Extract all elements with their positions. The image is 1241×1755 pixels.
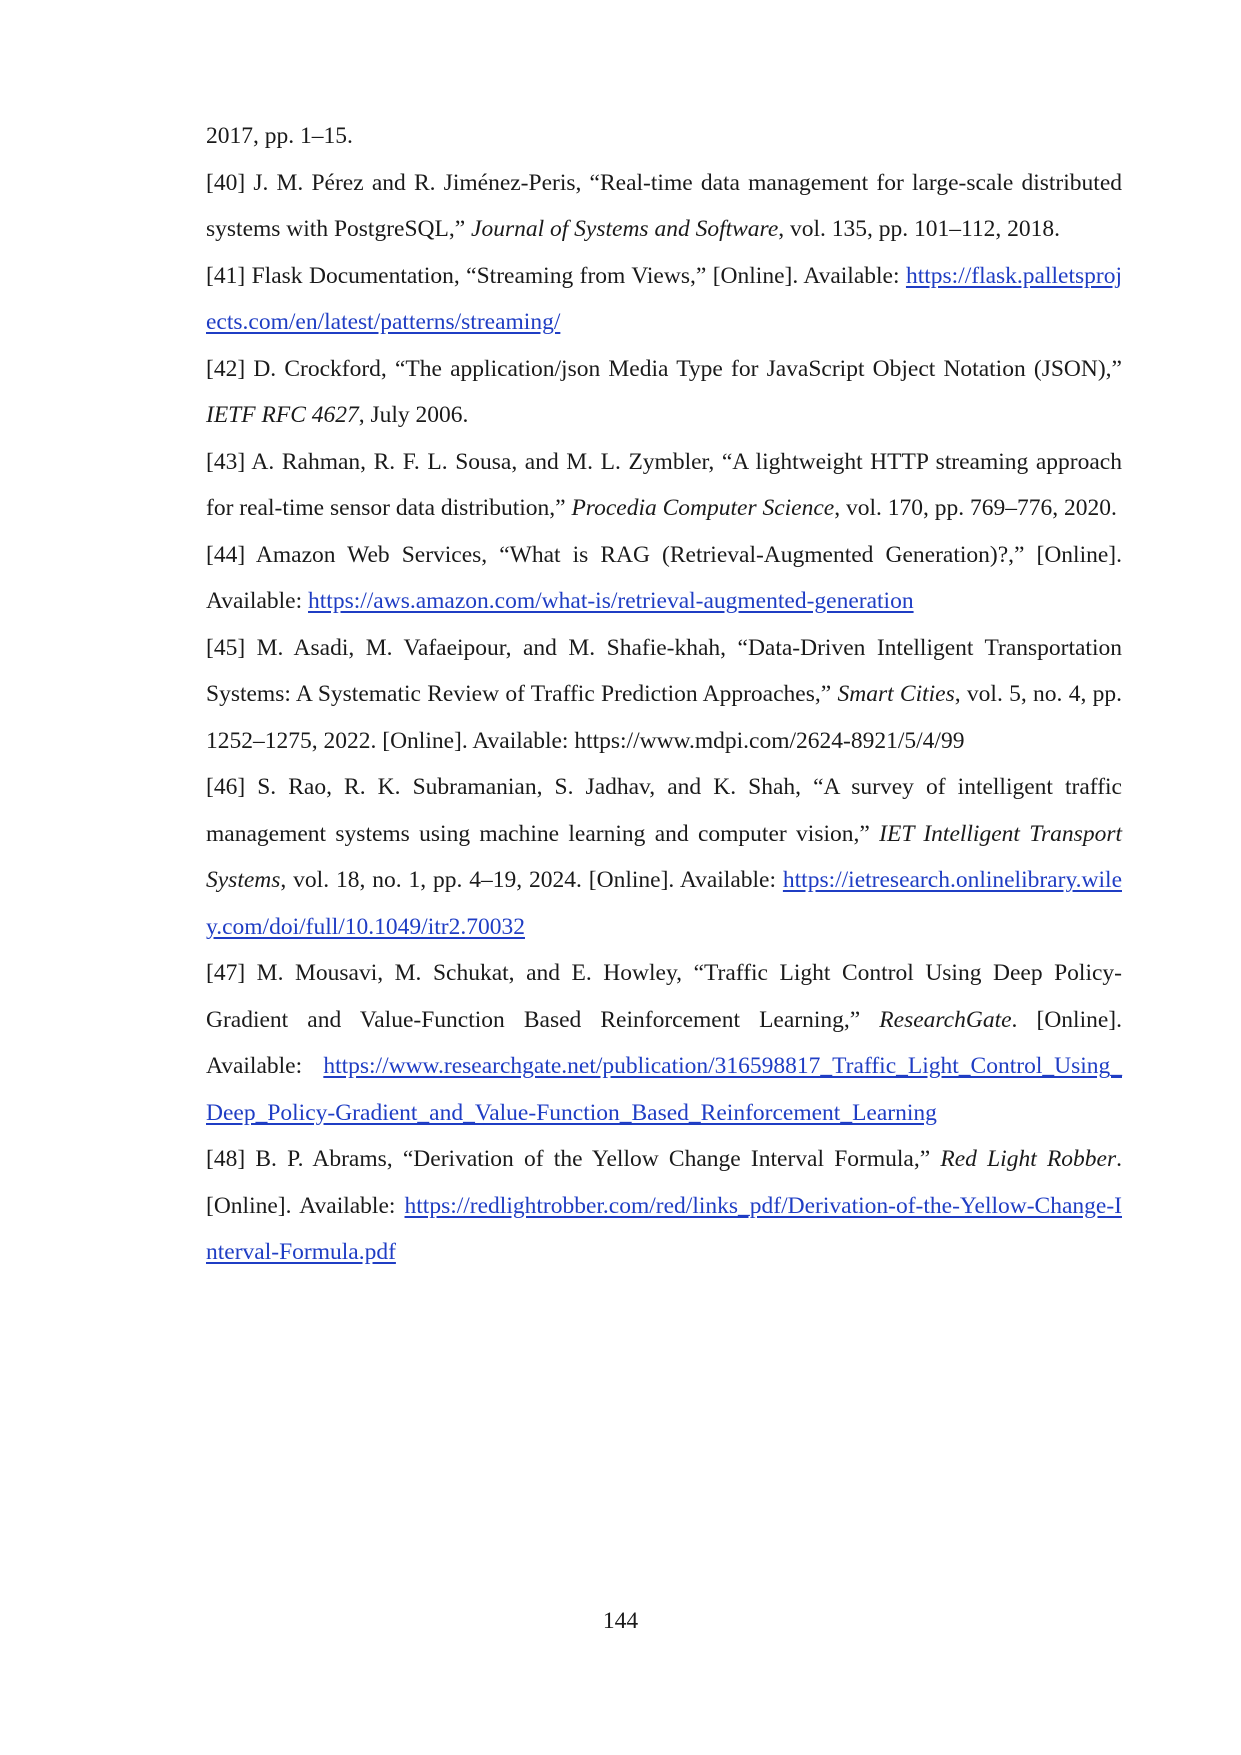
reference-48-text: [48] B. P. Abrams, “Derivation of the Yellow Change Interval Formula,”: [206, 1146, 941, 1172]
reference-43-text: [43] A. Rahman, R. F. L. Sousa, and M. L. Zymbler, “A lightweight HTTP streaming approach for real-time sensor data distribution,”: [206, 448, 1122, 521]
reference-47-details: . [Online]. Available:: [206, 1006, 1122, 1079]
reference-48-link[interactable]: https://redlightrobber.com/red/links_pdf/Derivation-of-the-Yellow-Change-Interval-Formula.pdf: [206, 1192, 1122, 1265]
reference-39-tail: [206, 113, 1122, 160]
reference-39-text: 2017, pp. 1–15.: [206, 123, 353, 149]
reference-40-text: [40] J. M. Pérez and R. Jiménez-Peris, “Real-time data management for large-scale distributed systems with PostgreSQL,”: [206, 169, 1122, 242]
reference-42-journal: IETF RFC 4627: [206, 402, 359, 428]
reference-43-details: , vol. 170, pp. 769–776, 2020.: [834, 495, 1117, 521]
reference-45: [206, 625, 1122, 765]
reference-44-link[interactable]: https://aws.amazon.com/what-is/retrieval-augmented-generation: [308, 588, 914, 614]
reference-46-details: , vol. 18, no. 1, pp. 4–19, 2024. [Online]. Available:: [280, 867, 783, 893]
reference-48-journal: Red Light Robber: [940, 1146, 1117, 1172]
reference-46-text: [46] S. Rao, R. K. Subramanian, S. Jadhav, and K. Shah, “A survey of intelligent traffic management systems using machine learning and computer vision,”: [206, 774, 1122, 847]
reference-47-link[interactable]: https://www.researchgate.net/publication/316598817_Traffic_Light_Control_Using_Deep_Policy-Gradient_and_Value-Function_Based_Reinforcement_Learning: [206, 1053, 1122, 1126]
reference-list: [206, 113, 1122, 1276]
reference-42: [206, 346, 1122, 439]
page-number: 144: [602, 1608, 639, 1634]
reference-41-text: [41] Flask Documentation, “Streaming from Views,” [Online]. Available:: [206, 262, 906, 289]
reference-45-journal: Smart Cities: [837, 681, 955, 707]
reference-48-details: . [Online]. Available:: [206, 1146, 1123, 1219]
reference-40-details: , vol. 135, pp. 101–112, 2018.: [778, 216, 1061, 242]
reference-46-link[interactable]: https://ietresearch.onlinelibrary.wiley.com/doi/full/10.1049/itr2.70032: [206, 867, 1122, 940]
reference-47-journal: ResearchGate: [879, 1006, 1012, 1033]
reference-45-text: [45] M. Asadi, M. Vafaeipour, and M. Shafie-khah, “Data-Driven Intelligent Transportation Systems: A Systematic Review of Traffic Prediction Approaches,”: [206, 634, 1122, 707]
reference-46: [206, 764, 1122, 950]
reference-43-journal: Procedia Computer Science: [571, 495, 835, 521]
reference-43: [206, 439, 1122, 532]
reference-40: [206, 160, 1122, 253]
reference-44-text: [44] Amazon Web Services, “What is RAG (Retrieval-Augmented Generation)?,” [Online]. Available:: [206, 541, 1122, 614]
reference-46-journal: IET Intelligent Transport Systems: [206, 820, 1122, 893]
reference-41: [206, 253, 1122, 346]
reference-47-text: [47] M. Mousavi, M. Schukat, and E. Howley, “Traffic Light Control Using Deep Policy-Gradient and Value-Function Based Reinforcement Learning,”: [206, 960, 1122, 1033]
reference-40-journal: Journal of Systems and Software: [471, 216, 779, 242]
reference-44: [206, 532, 1122, 625]
reference-48: [206, 1136, 1122, 1276]
reference-47: [206, 950, 1122, 1136]
reference-41-link[interactable]: https://flask.palletsprojects.com/en/latest/patterns/streaming/: [206, 262, 1122, 335]
reference-45-details: , vol. 5, no. 4, pp. 1252–1275, 2022. [Online]. Available: https://www.mdpi.com/2624-8921/5/4/99: [206, 681, 1122, 754]
reference-42-details: , July 2006.: [358, 402, 469, 428]
reference-42-text: [42] D. Crockford, “The application/json Media Type for JavaScript Object Notation (JSON),”: [206, 355, 1122, 382]
